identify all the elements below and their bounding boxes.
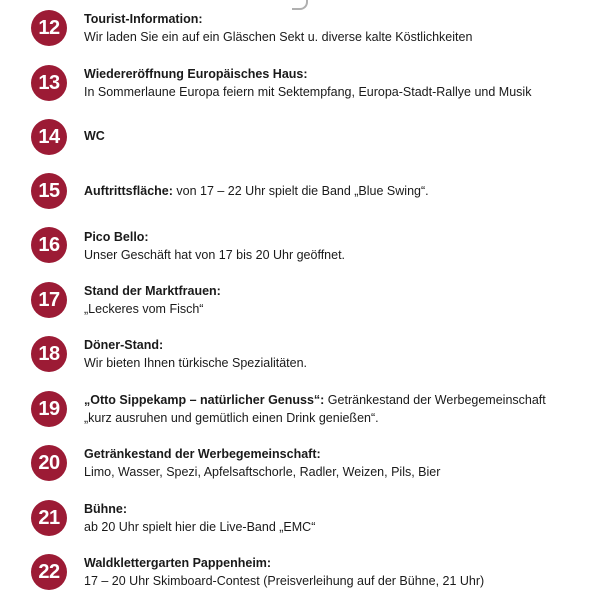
number-badge: 12 (31, 10, 67, 46)
entry-text (84, 554, 584, 590)
entry-title: Stand der Marktfrauen: (84, 284, 221, 298)
entry-title: Bühne: (84, 502, 128, 516)
entry-title: Tourist-Information: (84, 12, 203, 26)
entry-description: Wir bieten Ihnen türkische Spezialitäten. (84, 356, 308, 370)
entry-title: Pico Bello: (84, 230, 149, 244)
number-badge: 22 (31, 554, 67, 590)
number-badge: 14 (31, 119, 67, 155)
entry-title: Auftrittsfläche: (84, 184, 173, 198)
entry-description: In Sommerlaune Europa feiern mit Sektempfang, Europa-Stadt-Rallye und Musik (84, 85, 532, 99)
entry-text (84, 65, 584, 101)
entry-title: Wiedereröffnung Europäisches Haus: (84, 67, 308, 81)
hanger-decoration (292, 0, 308, 10)
entry-text (84, 182, 584, 200)
list-item (0, 173, 600, 217)
entry-text (84, 282, 584, 318)
list-item (0, 65, 600, 109)
entry-description: Limo, Wasser, Spezi, Apfelsaftschorle, Radler, Weizen, Pils, Bier (84, 465, 441, 479)
entry-text (84, 391, 584, 427)
entry-text (84, 445, 584, 481)
entry-title: „Otto Sippekamp – natürlicher Genuss“: (84, 393, 325, 407)
entry-description: „kurz ausruhen und gemütlich einen Drink genießen“. (84, 411, 379, 425)
entry-description: Unser Geschäft hat von 17 bis 20 Uhr geöffnet. (84, 248, 346, 262)
entry-title: Waldklettergarten Pappenheim: (84, 556, 272, 570)
list-item (0, 282, 600, 326)
entry-text (84, 500, 584, 536)
entry-text (84, 336, 584, 372)
entry-title: Döner-Stand: (84, 338, 164, 352)
number-badge: 16 (31, 227, 67, 263)
entry-text (84, 228, 584, 264)
entry-description: Wir laden Sie ein auf ein Gläschen Sekt u. diverse kalte Köstlichkeiten (84, 30, 473, 44)
entry-title: Getränkestand der Werbegemeinschaft: (84, 447, 321, 461)
number-badge: 21 (31, 500, 67, 536)
list-item (0, 500, 600, 544)
number-badge: 17 (31, 282, 67, 318)
entry-text (84, 10, 584, 46)
number-badge: 18 (31, 336, 67, 372)
number-badge: 19 (31, 391, 67, 427)
entry-description: ab 20 Uhr spielt hier die Live-Band „EMC“ (84, 520, 316, 534)
entry-title-suffix: Getränkestand der Werbegemeinschaft (324, 393, 546, 407)
list-item (0, 554, 600, 598)
number-badge: 15 (31, 173, 67, 209)
entry-description: „Leckeres vom Fisch“ (84, 302, 204, 316)
entry-description: 17 – 20 Uhr Skimboard-Contest (Preisverleihung auf der Bühne, 21 Uhr) (84, 574, 485, 588)
list-item (0, 119, 600, 163)
list-item (0, 391, 600, 435)
list-item (0, 336, 600, 380)
list-item (0, 227, 600, 271)
number-badge: 20 (31, 445, 67, 481)
entry-description: von 17 – 22 Uhr spielt die Band „Blue Swing“. (172, 184, 429, 198)
number-badge: 13 (31, 65, 67, 101)
list-item (0, 445, 600, 489)
entry-title: WC (84, 129, 105, 143)
list-item (0, 10, 600, 54)
entry-text (84, 127, 584, 145)
